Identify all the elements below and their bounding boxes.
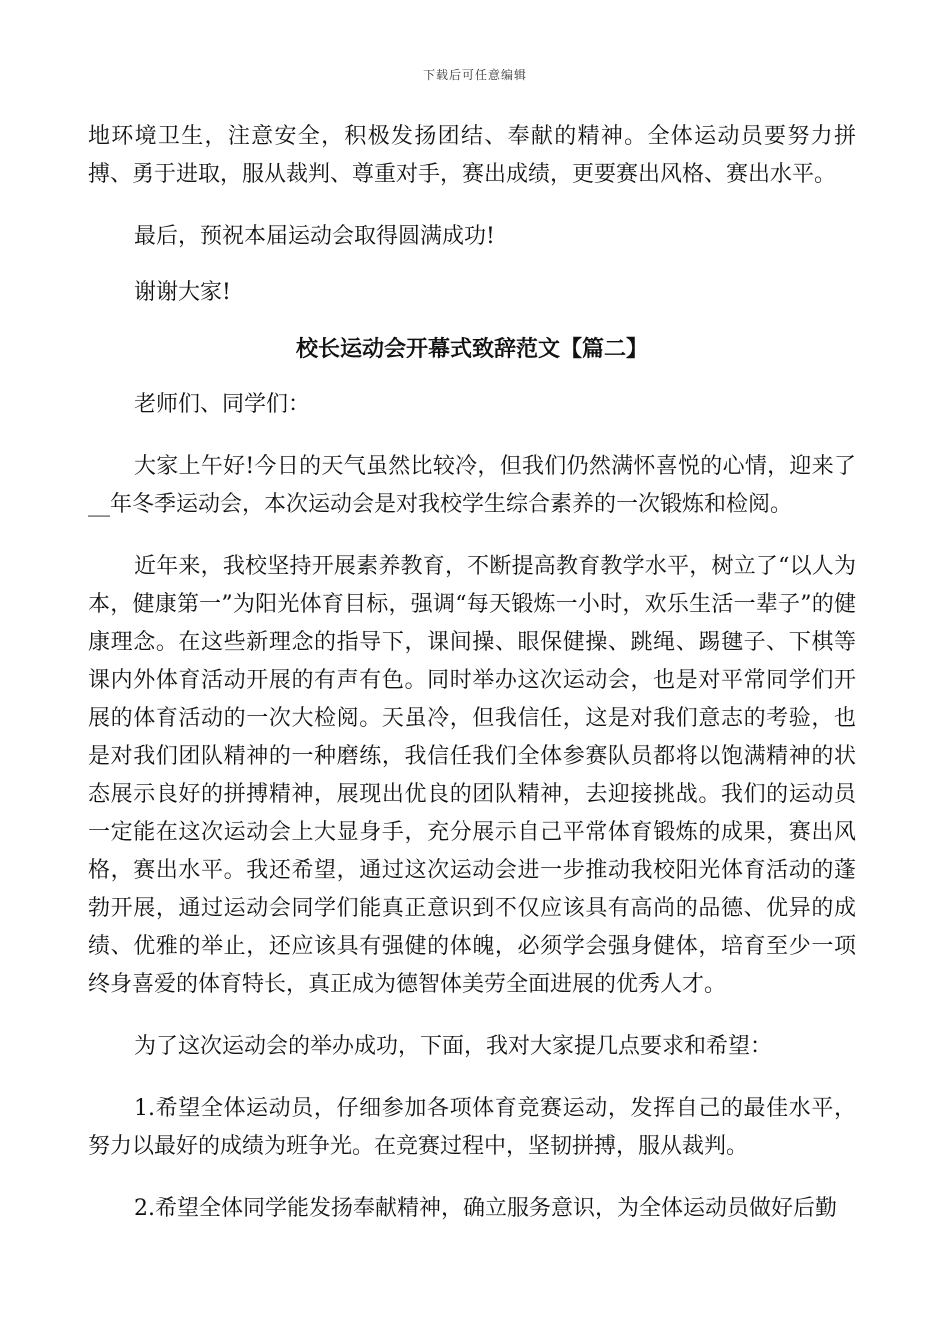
paragraph-thanks: 谢谢大家! [134, 280, 231, 305]
section-title: 校长运动会开幕式致辞范文【篇二】 [295, 336, 648, 362]
paragraph-body-5: 2.希望全体同学能发扬奉献精神，确立服务意识，为全体运动员做好后勤 [134, 1196, 837, 1221]
paragraph-wish: 最后，预祝本届运动会取得圆满成功! [134, 224, 495, 249]
paragraph-body-1: 大家上午好!今日的天气虽然比较冷，但我们仍然满怀喜悦的心情，迎来了__年冬季运动会，本次运动会是对我校学生综合素养的一次锻炼和检阅。 [88, 454, 856, 517]
paragraph-continued: 地环境卫生，注意安全，积极发扬团结、奉献的精神。全体运动员要努力拼搏、勇于进取，服从裁判、尊重对手，赛出成绩，更要赛出风格、赛出水平。 [88, 124, 856, 187]
paragraph-body-2: 近年来，我校坚持开展素养教育，不断提高教育教学水平，树立了“以人为本，健康第一”为阳光体育目标，强调“每天锻炼一小时，欢乐生活一辈子”的健康理念。在这些新理念的指导下，课间操、眼保健操、跳绳、踢毽子、下棋等课内外体育活动开展的有声有色。同时举办这次运动会，也是对平常同学们开展的体育活动的一次大检阅。天虽冷，但我信任，这是对我们意志的考验，也是对我们团队精神的一种磨练，我信任我们全体参赛队员都将以饱满精神的状态展示良好的拼搏精神，展现出优良的团队精神，去迎接挑战。我们的运动员一定能在这次运动会上大显身手，充分展示自己平常体育锻炼的成果，赛出风格，赛出水平。我还希望，通过这次运动会进一步推动我校阳光体育活动的蓬勃开展，通过运动会同学们能真正意识到不仅应该具有高尚的品德、优异的成绩、优雅的举止，还应该具有强健的体魄，必须学会强身健体，培育至少一项终身喜爱的体育特长，真正成为德智体美劳全面进展的优秀人才。 [88, 554, 856, 997]
paragraph-body-4: 1.希望全体运动员，仔细参加各项体育竞赛运动，发挥自己的最佳水平，努力以最好的成绩为班争光。在竞赛过程中，坚韧拼搏，服从裁判。 [88, 1096, 856, 1159]
header-note: 下载后可任意编辑 [422, 68, 527, 82]
salutation: 老师们、同学们： [134, 392, 311, 417]
document-body [88, 118, 856, 1228]
paragraph-body-3: 为了这次运动会的举办成功，下面，我对大家提几点要求和希望： [134, 1034, 773, 1059]
